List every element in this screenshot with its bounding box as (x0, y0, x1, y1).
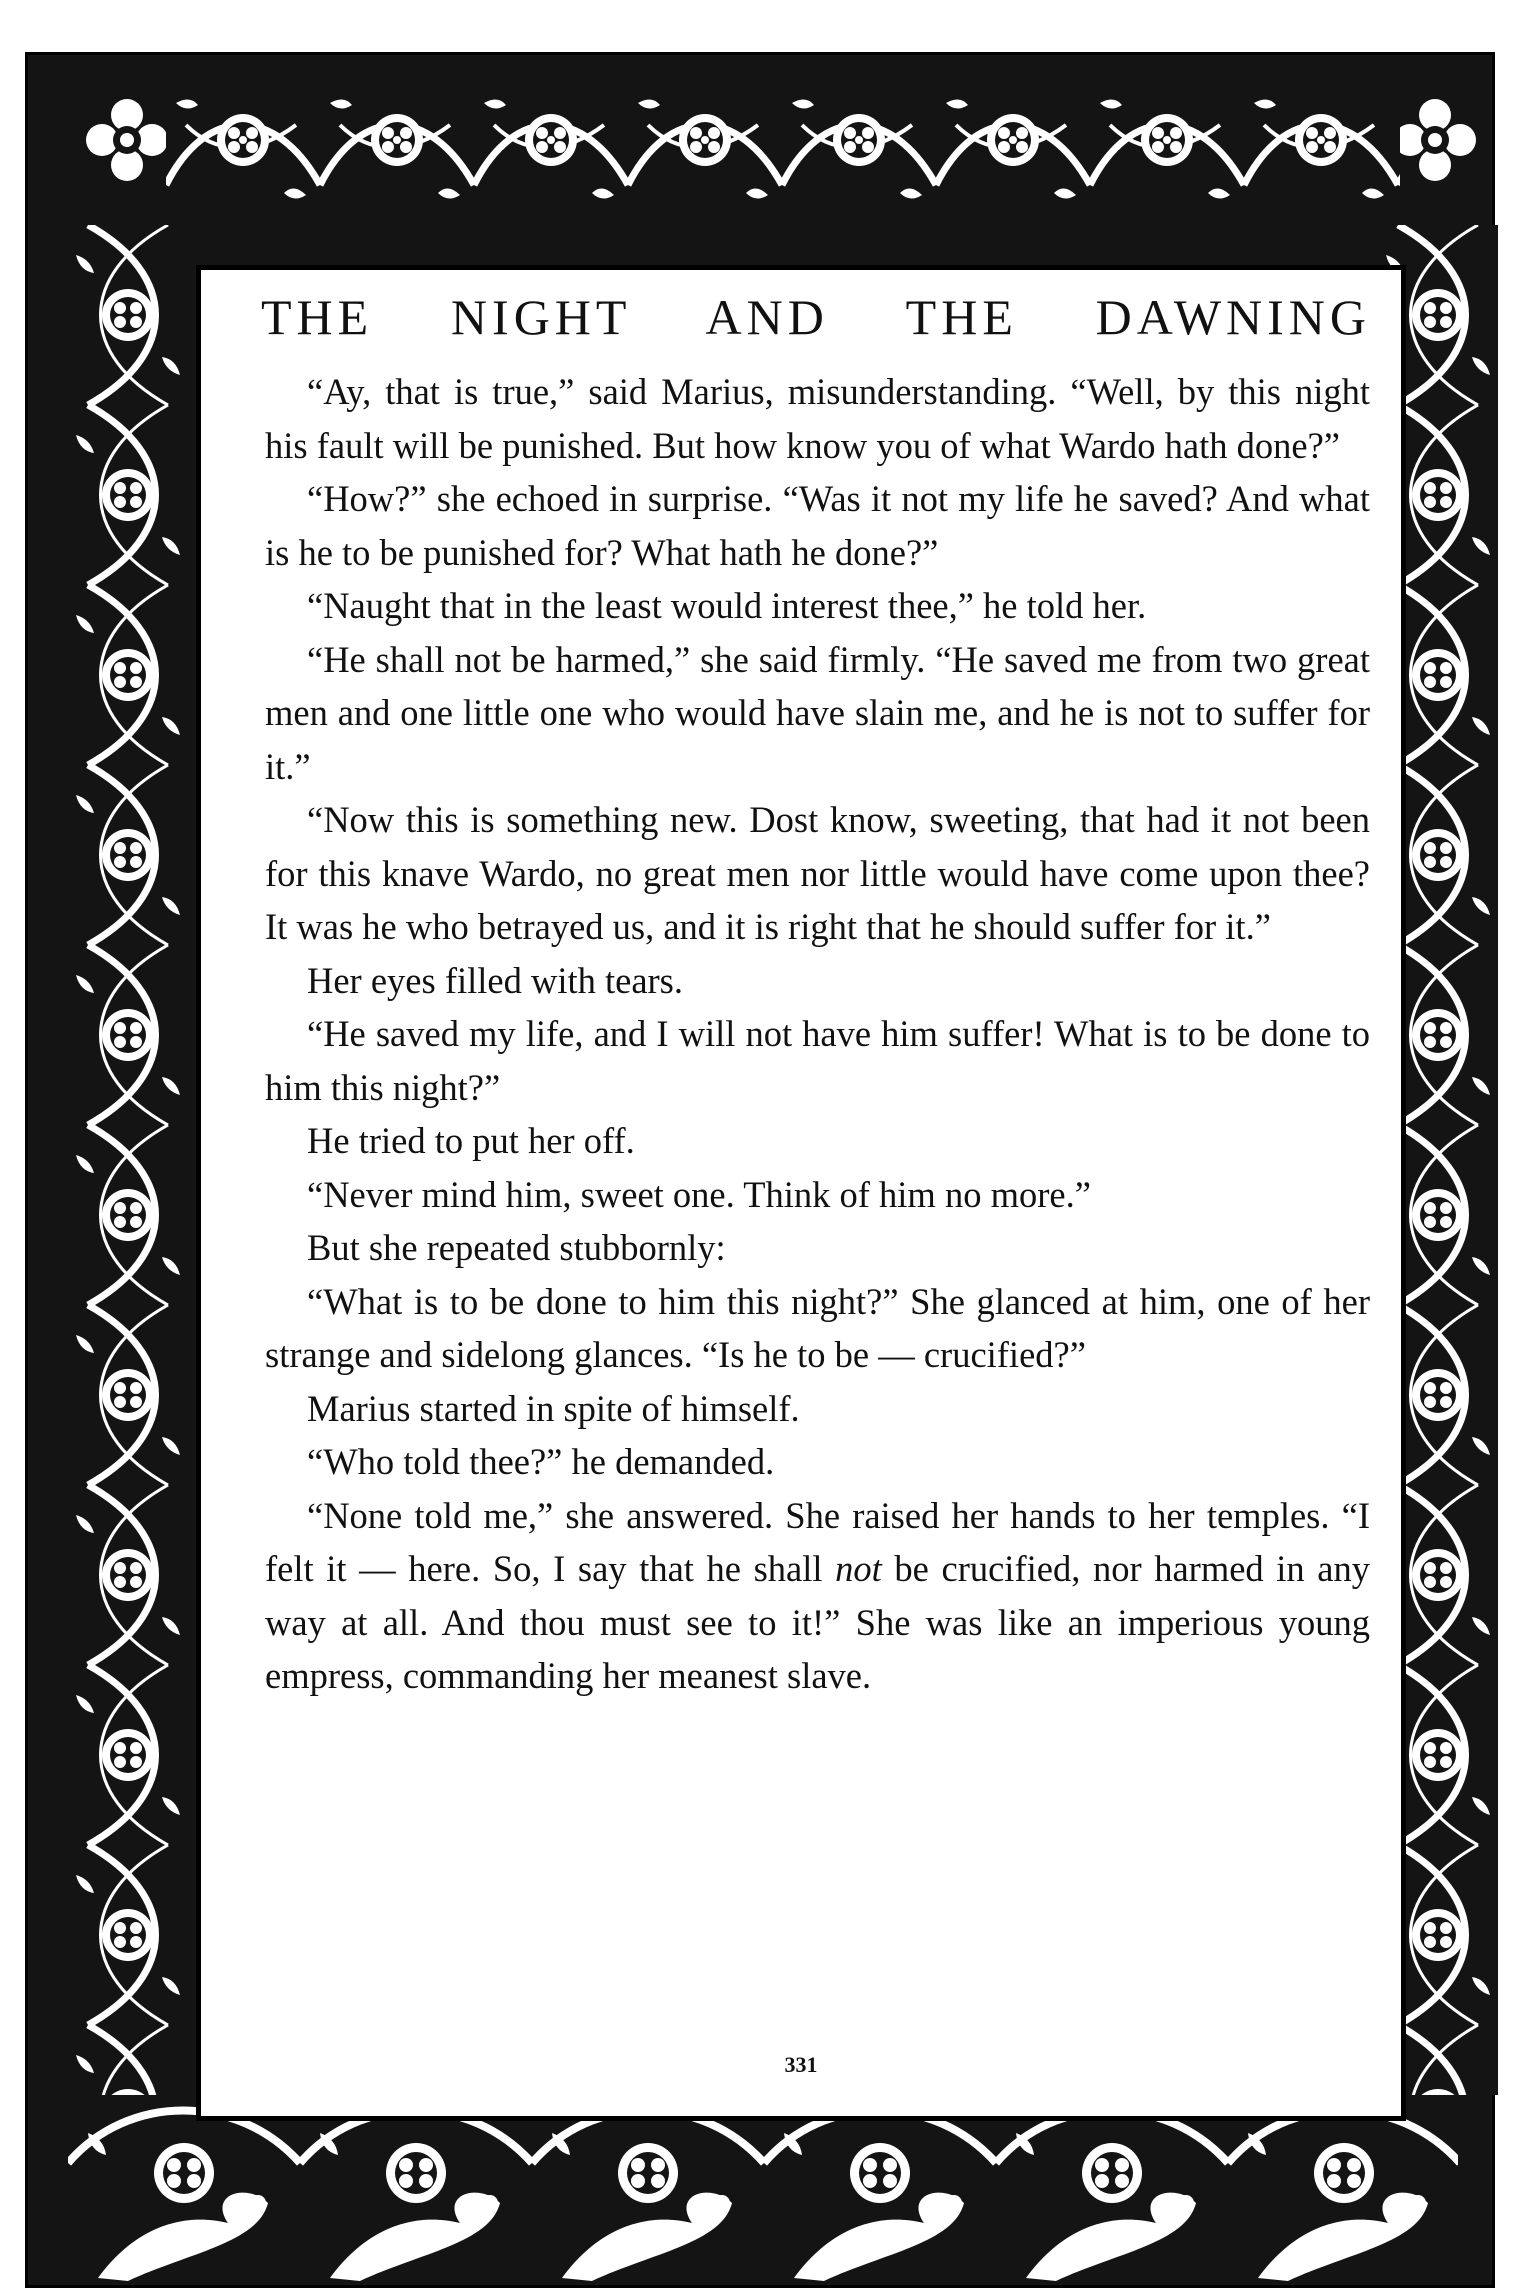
emphasis-text: not (835, 1548, 882, 1589)
top-vine-ornament (166, 85, 1400, 215)
paragraph: He tried to put her off. (307, 1120, 635, 1161)
text-panel (196, 265, 1406, 2121)
left-vine-ornament (68, 225, 188, 2095)
paragraph: “Never mind him, sweet one. Think of him no more.” (307, 1173, 1091, 1215)
paragraph: “He saved my life, and I will not have him suffer! What is to be done to him this night?” (265, 1013, 1370, 1108)
body-text (265, 365, 1370, 1703)
paragraph: Marius started in spite of himself. (307, 1387, 800, 1429)
paragraph: “Now this is something new. Dost know, sweeting, that had it not been for this knave Wardo, no great men nor little would have come upon thee? It was he who betrayed us, and it is right that he should suffer for it.” (265, 799, 1370, 947)
paragraph: “Naught that in the least would interest thee,” he told her. (307, 585, 1147, 626)
page-number: 331 (784, 2052, 818, 2077)
paragraph: “Ay, that is true,” said Marius, misunderstanding. “Well, by this night his fault will be punished. But how know you of what Wardo hath done?” (265, 371, 1370, 466)
paragraph: “He shall not be harmed,” she said firmly. “He saved me from two great men and one little one who would have slain me, and he is not to suffer for it.” (265, 638, 1370, 787)
paragraph: “Who told thee?” he demanded. (307, 1441, 775, 1482)
paragraph: “What is to be done to him this night?” She glanced at him, one of her strange and sidelong glances. “Is he to be — crucified?” (265, 1280, 1370, 1375)
ornamental-border (25, 52, 1495, 2288)
paragraph-text: be crucified, nor harmed in any way at all. And thou must see to it!” She was like an imperious young empress, commanding her meanest slave. (265, 1548, 1370, 1696)
bottom-peacock-ornament (68, 2103, 1458, 2283)
paragraph-text: “None told me,” she answered. She raised her hands to her temples. “I felt it — here. So, I say that he shall (265, 1494, 1370, 1589)
paragraph-final (265, 1489, 1370, 1703)
paragraph: “How?” she echoed in surprise. “Was it not my life he saved? And what is he to be punished for? What hath he done?” (265, 478, 1370, 573)
paragraph: But she repeated stubbornly: (307, 1227, 726, 1268)
running-title: THE NIGHT AND THE DAWNING (261, 289, 1371, 345)
paragraph: Her eyes filled with tears. (307, 959, 684, 1001)
